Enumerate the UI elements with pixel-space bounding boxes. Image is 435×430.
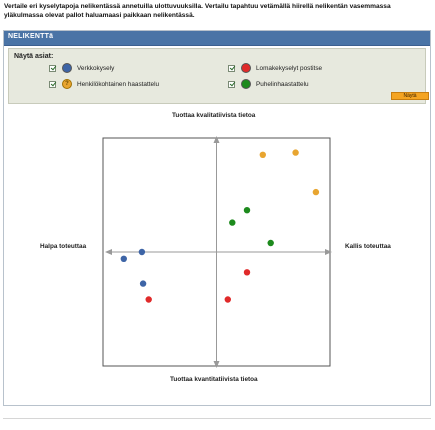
quadrant-panel: [3, 30, 431, 406]
green-ball-icon: [241, 79, 251, 89]
filter-label-puhelinhaastattelu: Puhelinhaastattelu: [256, 80, 309, 88]
checkbox-verkkokysely[interactable]: [49, 65, 56, 72]
green-ball-1[interactable]: [244, 207, 250, 213]
filter-label-henkilokohtainen: Henkilökohtainen haastattelu: [77, 80, 160, 88]
filter-box: [8, 48, 426, 104]
yellow-ball-3[interactable]: [313, 189, 319, 195]
intro-line-2: yläkulmassa olevat pallot haluamaasi paikkaan nelikentässä.: [4, 12, 195, 19]
show-button[interactable]: Näytä: [391, 92, 429, 100]
filter-label-verkkokysely: Verkkokysely: [77, 64, 115, 72]
checkbox-puhelinhaastattelu[interactable]: [228, 81, 235, 88]
yellow-ball-2[interactable]: [292, 149, 298, 155]
blue-ball-2[interactable]: [121, 256, 127, 262]
blue-ball-1[interactable]: [139, 249, 145, 255]
panel-header: [4, 31, 430, 46]
filter-item-verkkokysely[interactable]: [49, 62, 114, 74]
intro-text: [4, 2, 430, 20]
blue-ball-3[interactable]: [140, 280, 146, 286]
yellow-ball-icon: ?: [62, 79, 72, 89]
axis-label-top: Tuottaa kvalitatiivista tietoa: [172, 112, 256, 119]
green-ball-3[interactable]: [268, 240, 274, 246]
filter-item-puhelinhaastattelu[interactable]: [228, 78, 309, 90]
filter-item-lomakekyselyt[interactable]: [228, 62, 322, 74]
axis-label-bottom: Tuottaa kvantitatiivista tietoa: [170, 376, 258, 383]
panel-title: NELIKENTTä: [8, 33, 54, 40]
axis-label-right: Kallis toteuttaa: [345, 243, 391, 250]
axis-label-left: Halpa toteuttaa: [40, 243, 87, 250]
red-ball-1[interactable]: [244, 269, 250, 275]
intro-line-1: Vertaile eri kyselytapoja nelikentässä annetuilla ulottuvuuksilla. Vertailu tapahtuu vetämällä hiirellä nelikentän vasemmassa: [4, 3, 391, 10]
red-ball-icon: [241, 63, 251, 73]
quadrant-chart: [4, 106, 430, 406]
red-ball-2[interactable]: [225, 296, 231, 302]
red-ball-3[interactable]: [146, 296, 152, 302]
filter-label-lomakekyselyt: Lomakekyselyt postitse: [256, 64, 323, 72]
quadrant-svg: [4, 106, 430, 406]
footer-divider: [3, 418, 431, 419]
filter-title: Näytä asiat:: [14, 53, 54, 60]
checkbox-lomakekyselyt[interactable]: [228, 65, 235, 72]
checkbox-henkilokohtainen[interactable]: [49, 81, 56, 88]
green-ball-2[interactable]: [229, 219, 235, 225]
filter-item-henkilokohtainen[interactable]: [49, 78, 159, 90]
yellow-ball-1[interactable]: [260, 152, 266, 158]
blue-ball-icon: [62, 63, 72, 73]
